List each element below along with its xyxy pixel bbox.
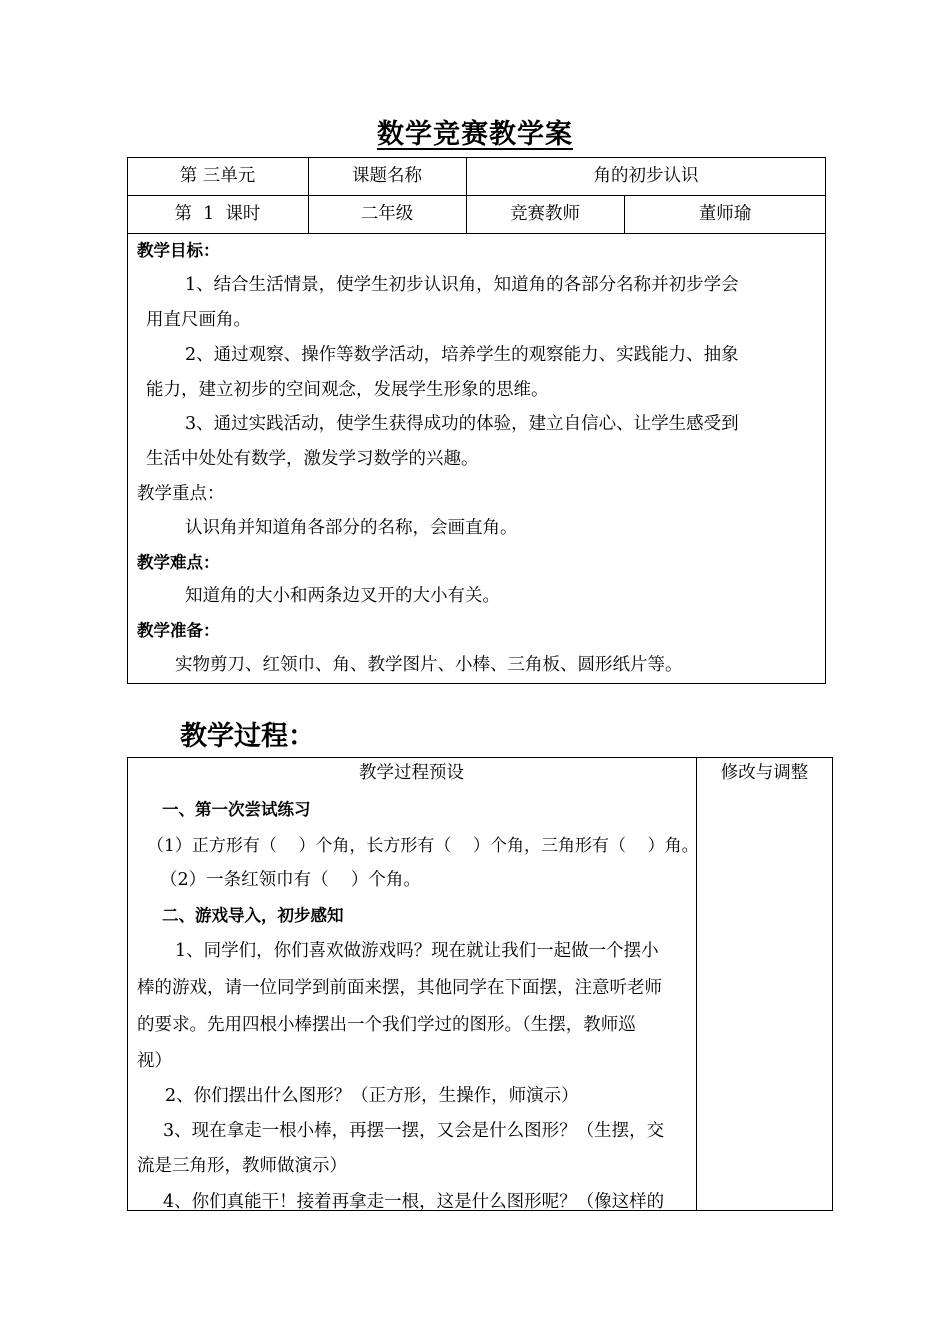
topic-label-cell: 课题名称	[352, 166, 422, 186]
exercise-question-1: （1）正方形有（ ）个角，长方形有（ ）个角，三角形有（ ）角。	[147, 836, 699, 856]
section-2-heading: 二、游戏导入，初步感知	[162, 906, 344, 925]
key-points-heading: 教学重点：	[137, 484, 225, 504]
objective-2-line-1: 2、通过观察、操作等数学活动，培养学生的观察能力、实践能力、抽象	[185, 345, 739, 365]
difficulties-text: 知道角的大小和两条边叉开的大小有关。	[185, 586, 500, 606]
lesson-cell: 第 1 课时	[174, 204, 261, 224]
objective-1-line-2: 用直尺画角。	[146, 310, 251, 330]
step-1-line-3: 的要求。先用四根小棒摆出一个我们学过的图形。（生摆，教师巡	[137, 1015, 636, 1035]
process-heading: 教学过程：	[180, 721, 315, 752]
teacher-label-cell: 竞赛教师	[510, 204, 580, 224]
objective-1-line-1: 1、结合生活情景，使学生初步认识角，知道角的各部分名称并初步学会	[185, 275, 739, 295]
objective-2-line-2: 能力，建立初步的空间观念，发展学生形象的思维。	[146, 380, 549, 400]
col-divider	[696, 757, 697, 1211]
step-1-line-2: 棒的游戏，请一位同学到前面来摆，其他同学在下面摆，注意听老师	[137, 978, 662, 998]
document-title: 数学竞赛教学案	[377, 119, 573, 150]
objective-3-line-2: 生活中处处有数学，激发学习数学的兴趣。	[146, 449, 479, 469]
difficulties-heading: 教学难点：	[137, 553, 220, 572]
step-3-line-1: 3、现在拿走一根小棒，再摆一摆，又会是什么图形？（生摆，交	[163, 1121, 665, 1141]
key-points-text: 认识角并知道角各部分的名称，会画直角。	[185, 518, 518, 538]
process-main-header: 教学过程预设	[359, 763, 464, 783]
section-1-heading: 一、第一次尝试练习	[162, 800, 311, 819]
row-divider	[127, 233, 826, 234]
preparation-heading: 教学准备：	[137, 621, 220, 640]
step-1-line-4: 视）	[137, 1051, 172, 1071]
step-2: 2、你们摆出什么图形？（正方形，生操作，师演示）	[165, 1086, 579, 1106]
preparation-text: 实物剪刀、红领巾、角、教学图片、小棒、三角板、圆形纸片等。	[175, 655, 683, 675]
topic-cell: 角的初步认识	[593, 166, 699, 186]
step-4-line-1: 4、你们真能干！接着再拿走一根，这是什么图形呢？（像这样的	[163, 1192, 665, 1212]
unit-cell: 第 三单元	[179, 166, 256, 186]
step-1-line-1: 1、同学们，你们喜欢做游戏吗？现在就让我们一起做一个摆小	[175, 941, 659, 961]
objectives-heading: 教学目标：	[137, 241, 220, 260]
step-3-line-2: 流是三角形，教师做演示）	[137, 1156, 347, 1176]
grade-cell: 二年级	[360, 204, 414, 224]
exercise-question-2: （2）一条红领巾有（ ）个角。	[160, 870, 421, 890]
process-side-header: 修改与调整	[720, 763, 809, 783]
teacher-cell: 董师瑜	[698, 204, 752, 224]
objective-3-line-1: 3、通过实践活动，使学生获得成功的体验，建立自信心、让学生感受到	[185, 414, 739, 434]
